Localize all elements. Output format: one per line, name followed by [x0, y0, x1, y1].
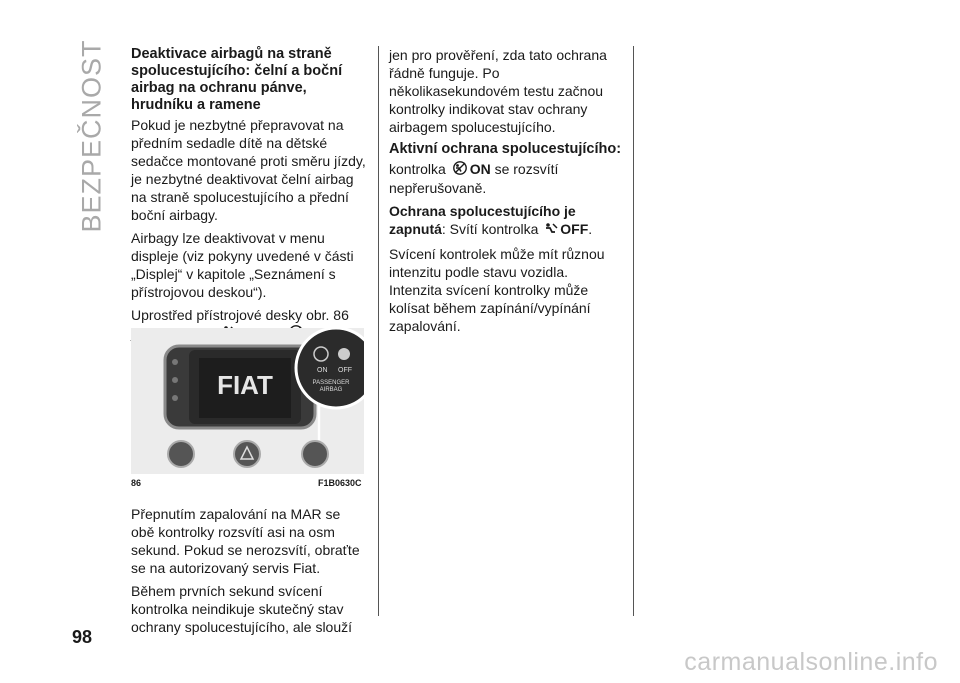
paragraph — [389, 202, 624, 239]
dashboard-figure — [131, 328, 364, 474]
paragraph-text: : Svítí kontrolka — [441, 221, 539, 238]
paragraph: Svícení kontrolek může mít různou intenzitu podle stavu vozidla. Intenzita svícení kontrolky může kolísat během zapínání/vypínání zapalování. — [389, 245, 605, 334]
paragraph-text: Uprostřed přístrojové desky obr. 86 — [131, 307, 349, 323]
figure-code: F1B0630C — [318, 478, 362, 488]
dashboard-illustration — [131, 328, 364, 474]
section-title — [72, 36, 112, 236]
section-heading: Deaktivace airbagů na straně spolucestujícího: čelní a boční airbag na ochranu pánve, hrudníku a ramene — [131, 46, 343, 113]
paragraph: Airbagy lze deaktivovat v menu displeje (viz pokyny uvedené v části „Displej“ v kapitole „Seznámení s přístrojovou deskou“). — [131, 230, 354, 300]
page-number: 98 — [72, 627, 93, 647]
paragraph-text: kontrolka — [389, 161, 446, 177]
subheading: Aktivní ochrana spolucestujícího: — [389, 141, 622, 157]
airbag-off-icon — [544, 222, 558, 240]
brand-logo: FIAT — [217, 370, 273, 400]
paragraph-text: se rozsvítí — [494, 161, 559, 177]
section-title-text: BEZPEČNOST — [76, 39, 107, 233]
airbag-on-icon — [452, 161, 468, 179]
column-divider — [378, 46, 379, 616]
column-right — [389, 46, 624, 340]
watermark: carmanualsonline.info — [684, 648, 938, 676]
subheading: zapnutá — [389, 221, 442, 238]
subheading: Ochrana spolucestujícího je — [389, 203, 576, 220]
off-label: OFF — [560, 221, 589, 238]
paragraph: Přepnutím zapalování na MAR se obě kontrolky rozsvítí asi na osm sekund. Pokud se nerozsvítí, obraťte se na autorizovaný servis Fiat. — [131, 506, 360, 576]
panel-off-label: OFF — [338, 367, 352, 374]
panel-passenger-label: PASSENGER — [312, 380, 350, 386]
column-left — [131, 46, 367, 348]
panel-airbag-label: AIRBAG — [319, 387, 343, 393]
paragraph: Během prvních sekund svícení kontrolka neindikuje skutečný stav ochrany spolucestujícího, ale slouží — [131, 583, 353, 635]
paragraph — [389, 160, 624, 197]
punctuation: . — [588, 221, 593, 238]
column-divider — [633, 46, 634, 616]
paragraph-text: nepřerušovaně. — [389, 180, 487, 197]
column-left-continued — [131, 505, 367, 641]
on-label: ON — [469, 161, 491, 177]
paragraph: jen pro prověření, zda tato ochrana řádně funguje. Po několikasekundovém testu začnou kontrolky indikovat stav ochrany airbagem spolucestujícího. — [389, 47, 607, 135]
figure-number: 86 — [131, 478, 142, 488]
paragraph: Pokud je nezbytné přepravovat na předním sedadle dítě na dětské sedačce montované proti směru jízdy, je nezbytné deaktivovat čelní airbag na straně spolucestujícího a přední boční airbagy. — [131, 117, 366, 223]
panel-on-label: ON — [317, 367, 328, 374]
